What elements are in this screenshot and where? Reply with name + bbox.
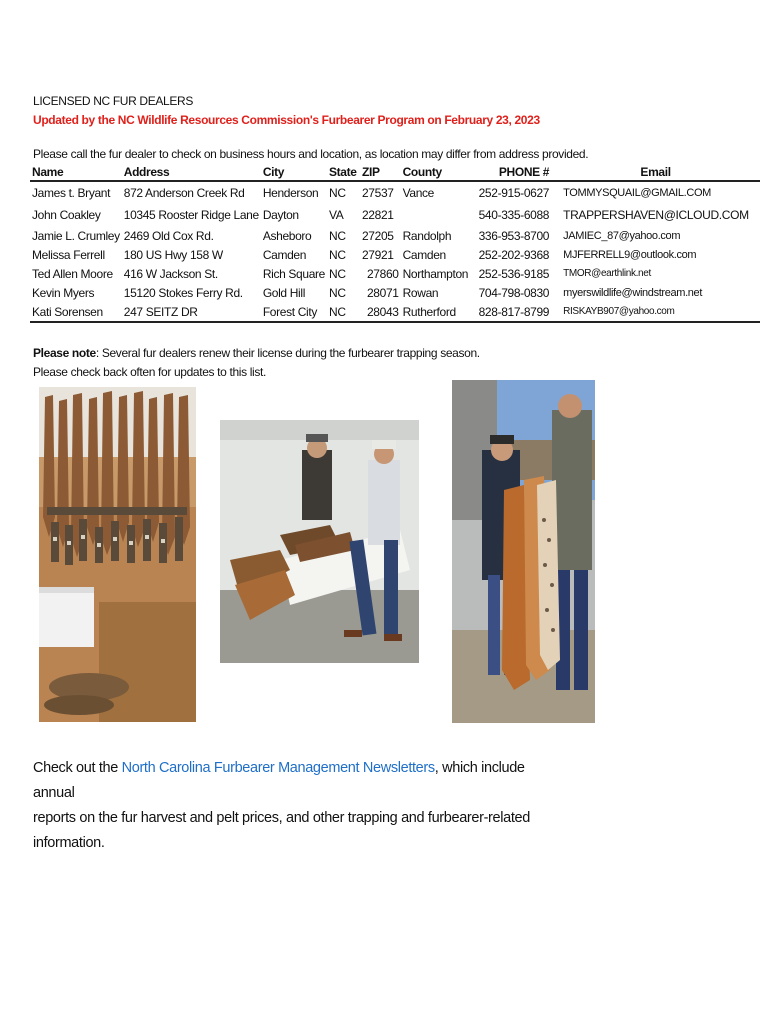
cell-address: 416 W Jackson St. (123, 266, 218, 281)
cell-state: NC (329, 186, 346, 200)
table-row (30, 181, 760, 204)
dealers-table (30, 164, 760, 323)
cell-city: Henderson (262, 186, 319, 200)
cell-address: 872 Anderson Creek Rd (123, 186, 245, 200)
table-row (30, 264, 760, 283)
pelt-grading-photo (220, 420, 419, 663)
cell-email[interactable]: myerswildlife@windstream.net (563, 286, 703, 299)
cell-name: Jamie L. Crumley (32, 228, 120, 243)
cell-phone: 336-953-8700 (478, 228, 550, 243)
cell-zip: 28043 (366, 304, 399, 319)
cell-county: Rutherford (402, 304, 456, 319)
cell-email[interactable]: MJFERRELL9@outlook.com (563, 248, 697, 261)
cell-email[interactable]: JAMIEC_87@yahoo.com (563, 229, 681, 242)
cell-address: 247 SEITZ DR (123, 304, 198, 319)
note-text: : Several fur dealers renew their license during the furbearer trapping season. (95, 346, 480, 360)
page-title: LICENSED NC FUR DEALERS (33, 94, 193, 108)
cell-county: Northampton (402, 266, 469, 281)
cell-city: Asheboro (262, 228, 312, 243)
newsletter-line2: reports on the fur harvest and pelt prices, and other trapping and furbearer-related information. (33, 810, 530, 851)
cell-phone: 540-335-6088 (478, 208, 550, 222)
cell-email[interactable]: TMOR@earthlink.net (563, 268, 651, 279)
note-label: Please note (33, 346, 96, 360)
table-row (30, 245, 760, 264)
cell-county: Camden (402, 247, 446, 262)
col-phone: PHONE # (498, 165, 550, 179)
cell-phone: 828-817-8799 (478, 304, 550, 319)
fur-shop-photo (39, 387, 196, 722)
cell-email[interactable]: TRAPPERSHAVEN@ICLOUD.COM (563, 208, 749, 222)
cell-zip: 22821 (361, 208, 394, 222)
cell-city: Gold Hill (262, 285, 306, 300)
instructions: Please call the fur dealer to check on business hours and location, as location may differ from address provided. (33, 147, 589, 161)
cell-name: Melissa Ferrell (32, 247, 105, 262)
cell-zip: 27205 (361, 228, 394, 243)
cell-phone: 252-202-9368 (478, 247, 550, 262)
update-notice: Updated by the NC Wildlife Resources Commission's Furbearer Program on February 23, 2023 (33, 113, 540, 127)
col-address: Address (123, 165, 170, 179)
cell-zip: 27860 (366, 266, 399, 281)
cell-county: Randolph (402, 228, 452, 243)
newsletter-suffix: , which include annual (33, 760, 525, 801)
col-state: State (329, 165, 357, 179)
cell-address: 15120 Stokes Ferry Rd. (123, 285, 243, 300)
cell-state: NC (329, 247, 346, 262)
table-row (30, 283, 760, 302)
cell-city: Rich Square (262, 266, 325, 281)
cell-name: Ted Allen Moore (32, 266, 113, 281)
cell-address: 180 US Hwy 158 W (123, 247, 223, 262)
col-zip: ZIP (361, 165, 380, 179)
cell-zip: 27537 (361, 186, 394, 200)
table-row (30, 204, 760, 226)
cell-address: 2469 Old Cox Rd. (123, 228, 214, 243)
cell-state: NC (329, 304, 346, 319)
cell-city: Camden (262, 247, 307, 262)
table-row (30, 302, 760, 322)
note-line2: Please check back often for updates to this list. (33, 365, 266, 379)
cell-county (401, 204, 477, 226)
cell-name: Kati Sorensen (32, 304, 103, 319)
cell-email[interactable]: RISKAYB907@yahoo.com (563, 306, 675, 317)
col-county: County (402, 165, 442, 179)
col-name: Name (32, 165, 64, 179)
cell-name: John Coakley (32, 208, 101, 222)
newsletter-prefix: Check out the (33, 760, 122, 776)
renewal-note (33, 344, 480, 382)
newsletter-paragraph (33, 756, 553, 856)
col-city: City (262, 165, 285, 179)
cell-state: VA (329, 208, 344, 222)
cell-state: NC (329, 228, 346, 243)
cell-state: NC (329, 285, 346, 300)
cell-phone: 252-915-0627 (478, 186, 550, 200)
cell-city: Forest City (262, 304, 317, 319)
cell-state: NC (329, 266, 346, 281)
cell-address: 10345 Rooster Ridge Lane (123, 208, 259, 222)
pelt-inspection-photo (452, 380, 595, 723)
cell-email[interactable]: TOMMYSQUAIL@GMAIL.COM (563, 187, 711, 199)
table-header-row (30, 164, 760, 181)
cell-name: Kevin Myers (32, 285, 95, 300)
cell-county: Rowan (402, 285, 439, 300)
cell-zip: 27921 (361, 247, 394, 262)
newsletter-link[interactable]: North Carolina Furbearer Management Newsletters (121, 760, 435, 776)
cell-phone: 704-798-0830 (478, 285, 550, 300)
col-email: Email (640, 165, 671, 179)
cell-name: James t. Bryant (32, 186, 111, 200)
cell-phone: 252-536-9185 (478, 266, 550, 281)
cell-county: Vance (402, 186, 434, 200)
table-row (30, 226, 760, 245)
cell-zip: 28071 (366, 285, 399, 300)
cell-city: Dayton (262, 208, 299, 222)
